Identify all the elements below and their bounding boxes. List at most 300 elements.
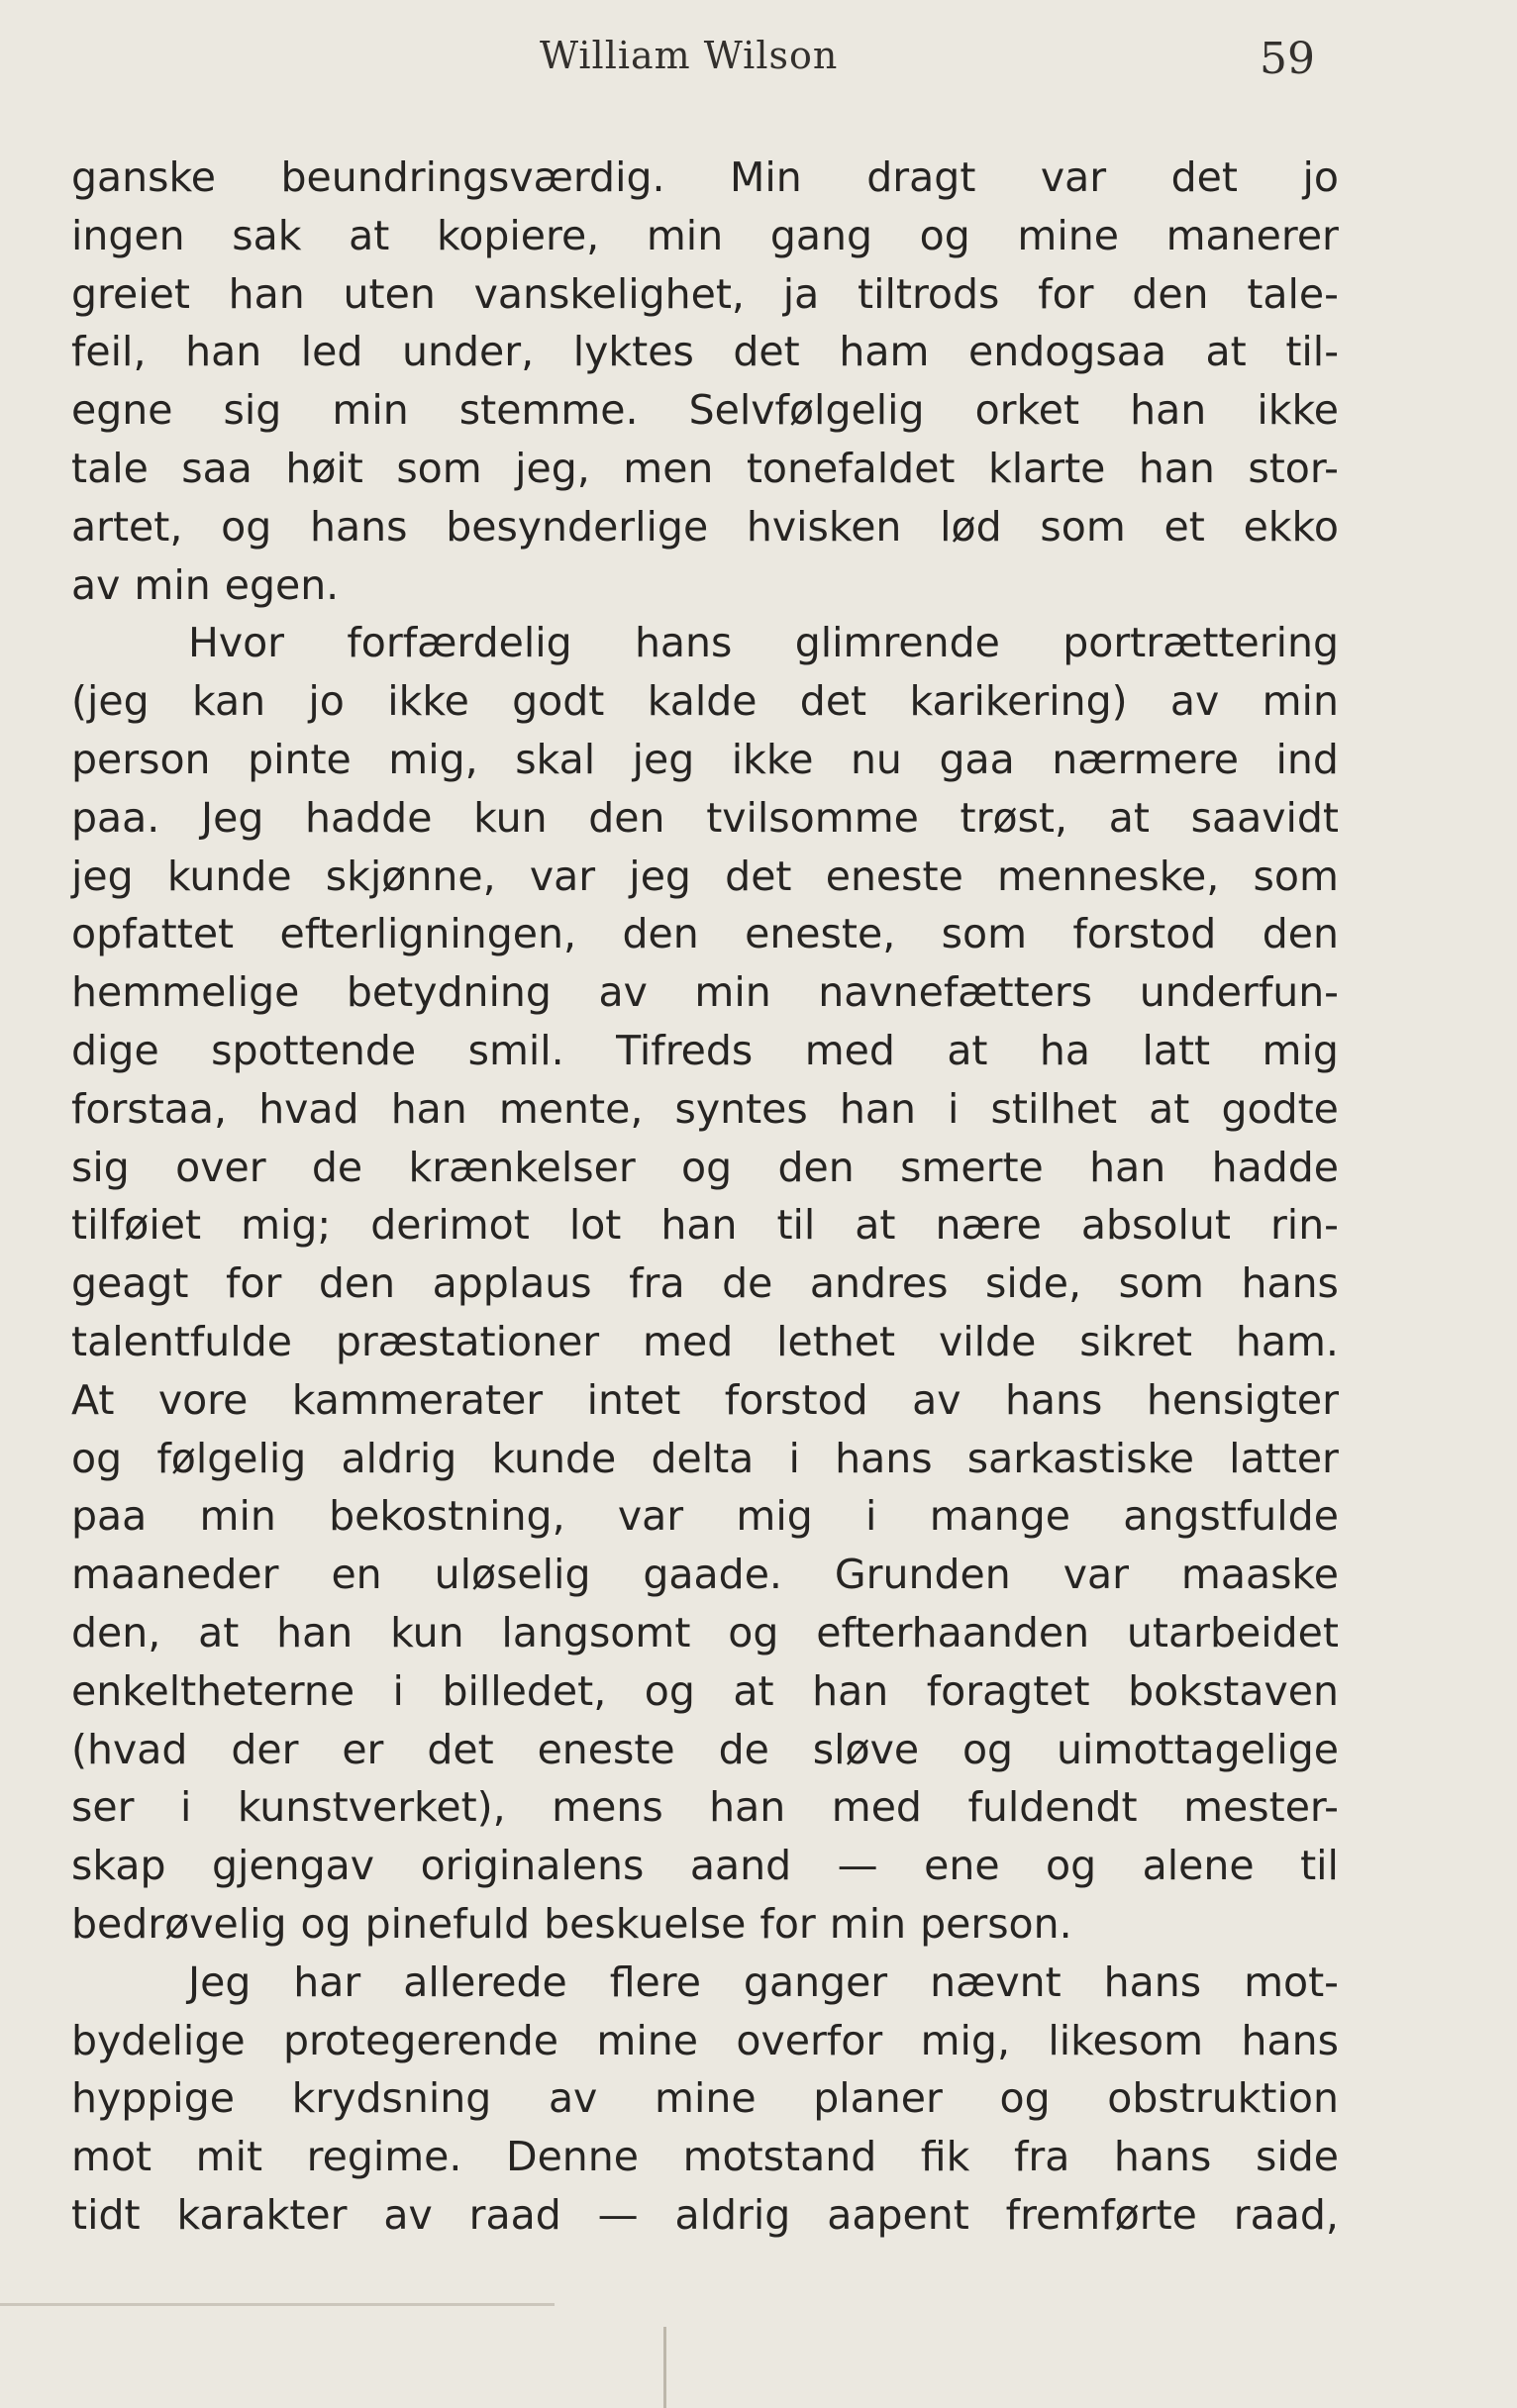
- word: for: [1038, 269, 1094, 318]
- word: gaa: [939, 735, 1015, 783]
- word: hans: [1241, 1259, 1339, 1308]
- word: og: [681, 1143, 733, 1191]
- word: min: [134, 560, 211, 609]
- word: endogsaa: [967, 328, 1166, 376]
- text-line: [71, 1430, 1339, 1488]
- word: navnefætters: [818, 968, 1093, 1017]
- word: til: [1300, 1842, 1339, 1890]
- word: at: [1108, 793, 1150, 842]
- word: hans: [1103, 1957, 1202, 2006]
- word: ham: [839, 328, 930, 376]
- word: høit: [285, 444, 363, 492]
- word: pinefuld: [364, 1899, 531, 1948]
- word: av: [598, 968, 648, 1017]
- word: ganske: [71, 153, 217, 201]
- text-line: [71, 731, 1339, 789]
- text-line: [71, 1254, 1339, 1313]
- word: var: [1062, 1551, 1129, 1599]
- word: stor-: [1248, 444, 1339, 492]
- word: klarte: [987, 444, 1106, 492]
- text-line: [71, 1022, 1339, 1080]
- word: var: [617, 1492, 684, 1541]
- word: var: [1040, 153, 1107, 201]
- word: mig,: [388, 735, 478, 783]
- word: hensigter: [1146, 1375, 1339, 1424]
- word: og: [644, 1666, 695, 1715]
- word: over: [175, 1143, 266, 1191]
- word: min: [646, 211, 724, 259]
- word: sikret: [1079, 1317, 1192, 1365]
- text-line: [71, 265, 1339, 324]
- word: underfun-: [1139, 968, 1339, 1017]
- word: smil.: [467, 1026, 564, 1074]
- text-line: [71, 207, 1339, 265]
- word: de: [311, 1143, 363, 1191]
- word: mine: [1017, 211, 1119, 259]
- word: uten: [343, 269, 436, 318]
- word: At: [71, 1375, 115, 1424]
- word: andres: [809, 1259, 949, 1308]
- word: foragtet: [926, 1666, 1090, 1715]
- word: han: [1138, 444, 1215, 492]
- word: bokstaven: [1128, 1666, 1339, 1715]
- text-line: [71, 1313, 1339, 1371]
- word: (jeg: [71, 677, 150, 726]
- text-line: [71, 1196, 1339, 1254]
- word: mig: [736, 1492, 813, 1541]
- word: opfattet: [71, 910, 235, 958]
- word: ganger: [743, 1957, 888, 2006]
- word: han: [390, 1084, 467, 1133]
- word: kammerater: [291, 1375, 544, 1424]
- word: som: [396, 444, 482, 492]
- word: (hvad: [71, 1725, 188, 1773]
- word: et: [1163, 502, 1205, 551]
- word: —: [597, 2190, 639, 2239]
- word: det: [725, 852, 792, 900]
- word: menneske,: [997, 852, 1220, 900]
- word: jo: [1302, 153, 1339, 201]
- text-line: [71, 1778, 1339, 1837]
- word: tonefaldet: [746, 444, 956, 492]
- word: —: [837, 1842, 878, 1890]
- word: skap: [71, 1842, 166, 1890]
- word: tilføiet: [71, 1201, 202, 1250]
- word: spottende: [211, 1026, 417, 1074]
- word: ham.: [1235, 1317, 1339, 1365]
- word: forstod: [1072, 910, 1217, 958]
- word: kan: [191, 677, 266, 726]
- word: den,: [71, 1608, 161, 1656]
- word: hans: [1241, 2016, 1339, 2064]
- word: den: [1262, 910, 1339, 958]
- word: nævnt: [930, 1957, 1062, 2006]
- word: bekostning,: [329, 1492, 565, 1541]
- word: aand: [689, 1842, 792, 1890]
- text-line: [71, 672, 1339, 731]
- word: stemme.: [458, 386, 639, 435]
- text-line: [71, 2186, 1339, 2245]
- word: i: [179, 1783, 192, 1832]
- word: mange: [929, 1492, 1071, 1541]
- word: Denne: [506, 2133, 639, 2181]
- word: med: [643, 1317, 734, 1365]
- word: den: [318, 1259, 396, 1308]
- word: obstruktion: [1107, 2074, 1339, 2123]
- word: det: [733, 328, 800, 376]
- word: tale: [71, 444, 149, 492]
- word: mente,: [498, 1084, 644, 1133]
- word: nære: [935, 1201, 1042, 1250]
- word: flere: [609, 1957, 701, 2006]
- word: gaade.: [643, 1551, 782, 1599]
- word: paa: [71, 1492, 148, 1541]
- word: med: [804, 1026, 895, 1074]
- word: beskuelse: [544, 1899, 747, 1948]
- word: ind: [1275, 735, 1339, 783]
- word: krænkelser: [408, 1143, 636, 1191]
- word: han: [660, 1201, 738, 1250]
- word: raad: [468, 2190, 561, 2239]
- word: hvisken: [746, 502, 902, 551]
- word: kunde: [491, 1434, 617, 1482]
- word: alene: [1142, 1842, 1255, 1890]
- word: ikke: [387, 677, 469, 726]
- word: fra: [1013, 2133, 1070, 2181]
- word: nærmere: [1052, 735, 1239, 783]
- word: og: [221, 502, 272, 551]
- word: smerte: [900, 1143, 1044, 1191]
- word: tale-: [1247, 269, 1339, 318]
- word: aldrig: [341, 1434, 457, 1482]
- word: jeg: [71, 852, 134, 900]
- word: til: [776, 1201, 816, 1250]
- word: vilde: [939, 1317, 1037, 1365]
- word: talentfulde: [71, 1317, 292, 1365]
- word: at: [198, 1608, 240, 1656]
- word: av: [912, 1375, 961, 1424]
- text-line: [71, 905, 1339, 963]
- word: likesom: [1048, 2016, 1204, 2064]
- word: manerer: [1165, 211, 1339, 259]
- word: det: [799, 677, 867, 726]
- word: følgelig: [156, 1434, 307, 1482]
- word: jeg: [629, 852, 691, 900]
- word: hans: [835, 1434, 933, 1482]
- word: gjengav: [212, 1842, 375, 1890]
- word: fuldendt: [967, 1783, 1138, 1832]
- word: protegerende: [282, 2016, 559, 2064]
- word: tidt: [71, 2190, 141, 2239]
- text-line: [71, 498, 1339, 556]
- word: Jeg: [188, 1957, 252, 2006]
- word: han: [1130, 386, 1207, 435]
- word: for: [759, 1899, 816, 1948]
- word: at: [349, 211, 390, 259]
- word: dige: [71, 1026, 159, 1074]
- word: av: [1169, 677, 1220, 726]
- text-line: [71, 556, 1339, 615]
- word: rin-: [1269, 1201, 1339, 1250]
- text-line: [71, 149, 1339, 207]
- word: at: [1205, 328, 1247, 376]
- word: Tifreds: [616, 1026, 754, 1074]
- word: hadde: [305, 793, 433, 842]
- word: den: [622, 910, 699, 958]
- word: som: [1040, 502, 1126, 551]
- word: side: [1255, 2133, 1339, 2181]
- word: den: [588, 793, 665, 842]
- word: person.: [920, 1899, 1072, 1948]
- text-line: [71, 1139, 1339, 1197]
- word: kunde: [166, 852, 292, 900]
- word: utarbeidet: [1126, 1608, 1339, 1656]
- word: aapent: [827, 2190, 969, 2239]
- word: karikering): [909, 677, 1128, 726]
- word: aldrig: [674, 2190, 791, 2239]
- word: artet,: [71, 502, 183, 551]
- word: han: [276, 1608, 354, 1656]
- word: godt: [512, 677, 605, 726]
- word: maaske: [1180, 1551, 1339, 1599]
- word: min: [199, 1492, 276, 1541]
- word: stilhet: [990, 1084, 1118, 1133]
- running-head: [0, 30, 1517, 89]
- word: mit: [195, 2133, 263, 2181]
- word: eneste: [825, 852, 963, 900]
- word: maaneder: [71, 1551, 279, 1599]
- word: fra: [629, 1259, 685, 1308]
- word: han: [839, 1084, 916, 1133]
- word: regime.: [306, 2133, 462, 2181]
- word: hans: [1113, 2133, 1212, 2181]
- word: mot-: [1244, 1957, 1339, 2006]
- word: geagt: [71, 1259, 189, 1308]
- text-line: [71, 1371, 1339, 1430]
- word: en: [331, 1551, 382, 1599]
- word: mig,: [920, 2016, 1010, 2064]
- word: forstaa,: [71, 1084, 228, 1133]
- word: men: [623, 444, 714, 492]
- word: portrættering: [1062, 619, 1339, 667]
- word: kalde: [647, 677, 758, 726]
- text-line: [71, 789, 1339, 848]
- word: hans: [634, 619, 733, 667]
- text-line: [71, 848, 1339, 906]
- word: gang: [769, 211, 872, 259]
- word: pinte: [248, 735, 352, 783]
- word: derimot: [370, 1201, 530, 1250]
- word: dragt: [866, 153, 976, 201]
- word: overfor: [736, 2016, 883, 2064]
- word: fremførte: [1005, 2190, 1197, 2239]
- word: de: [722, 1259, 773, 1308]
- word: lyktes: [572, 328, 694, 376]
- word: og: [961, 1725, 1014, 1773]
- paragraph-1: [71, 149, 1339, 614]
- word: efterligningen,: [279, 910, 577, 958]
- word: hadde: [1211, 1143, 1339, 1191]
- word: lethet: [776, 1317, 896, 1365]
- word: bedrøvelig: [71, 1899, 287, 1948]
- bottom-rule: [0, 2303, 555, 2306]
- word: min: [829, 1899, 907, 1948]
- word: saavidt: [1190, 793, 1339, 842]
- text-line: [71, 963, 1339, 1022]
- word: latt: [1142, 1026, 1211, 1074]
- text-line: [71, 1546, 1339, 1604]
- text-line: [71, 323, 1339, 381]
- word: motstand: [682, 2133, 877, 2181]
- text-line: [71, 440, 1339, 498]
- text-line: [71, 381, 1339, 440]
- word: lød: [940, 502, 1002, 551]
- word: som: [941, 910, 1028, 958]
- text-line: [71, 1837, 1339, 1895]
- text-line: [71, 1954, 1339, 2012]
- word: eneste,: [745, 910, 896, 958]
- word: jo: [308, 677, 345, 726]
- word: uimottagelige: [1057, 1725, 1339, 1773]
- word: ingen: [71, 211, 185, 259]
- word: godte: [1221, 1084, 1339, 1133]
- word: av: [71, 560, 121, 609]
- word: ikke: [731, 735, 814, 783]
- word: hvad: [258, 1084, 359, 1133]
- word: planer: [813, 2074, 943, 2123]
- word: tvilsomme: [706, 793, 919, 842]
- word: beundringsværdig.: [280, 153, 665, 201]
- word: til-: [1285, 328, 1339, 376]
- text-line: [71, 1487, 1339, 1546]
- word: originalens: [420, 1842, 645, 1890]
- word: sig: [71, 1143, 130, 1191]
- word: vanskelighet,: [473, 269, 745, 318]
- word: angstfulde: [1123, 1492, 1339, 1541]
- word: ha: [1039, 1026, 1091, 1074]
- word: at: [855, 1201, 896, 1250]
- word: egen.: [224, 560, 340, 609]
- text-line: [71, 2128, 1339, 2186]
- word: Jeg: [201, 793, 264, 842]
- word: bydelige: [71, 2016, 246, 2064]
- word: forstod: [724, 1375, 868, 1424]
- word: min: [694, 968, 771, 1017]
- word: latter: [1229, 1434, 1339, 1482]
- word: han: [185, 328, 262, 376]
- word: kun: [473, 793, 548, 842]
- word: var: [529, 852, 596, 900]
- word: kopiere,: [436, 211, 600, 259]
- word: at: [733, 1666, 774, 1715]
- word: syntes: [674, 1084, 808, 1133]
- text-line: [71, 2012, 1339, 2070]
- word: enkeltheterne: [71, 1666, 355, 1715]
- word: nu: [850, 735, 902, 783]
- word: mig: [1262, 1026, 1339, 1074]
- word: intet: [586, 1375, 681, 1424]
- word: min: [332, 386, 409, 435]
- word: den: [1132, 269, 1209, 318]
- word: og: [1046, 1842, 1097, 1890]
- word: led: [300, 328, 363, 376]
- word: ene: [924, 1842, 1000, 1890]
- word: person: [71, 735, 211, 783]
- word: han: [228, 269, 305, 318]
- word: sak: [232, 211, 302, 259]
- word: med: [831, 1783, 922, 1832]
- word: som: [1118, 1259, 1204, 1308]
- word: at: [1149, 1084, 1190, 1133]
- word: mig;: [241, 1201, 332, 1250]
- word: kun: [390, 1608, 464, 1656]
- body-text: [71, 149, 1339, 2245]
- word: raad,: [1233, 2190, 1339, 2239]
- word: delta: [651, 1434, 755, 1482]
- word: Hvor: [188, 619, 285, 667]
- word: Grunden: [834, 1551, 1011, 1599]
- word: trøst,: [960, 793, 1068, 842]
- word: sarkastiske: [966, 1434, 1194, 1482]
- paragraph-2: [71, 614, 1339, 1953]
- word: saa: [181, 444, 253, 492]
- word: han: [1089, 1143, 1166, 1191]
- word: han: [709, 1783, 786, 1832]
- word: eneste: [537, 1725, 675, 1773]
- word: applaus: [432, 1259, 592, 1308]
- word: allerede: [403, 1957, 567, 2006]
- word: efterhaanden: [816, 1608, 1090, 1656]
- text-line: [71, 1721, 1339, 1779]
- word: kunstverket),: [237, 1783, 506, 1832]
- word: hyppige: [71, 2074, 235, 2123]
- word: det: [1170, 153, 1238, 201]
- word: egne: [71, 386, 173, 435]
- word: besynderlige: [446, 502, 709, 551]
- text-line: [71, 2069, 1339, 2128]
- word: absolut: [1080, 1201, 1231, 1250]
- word: han: [812, 1666, 889, 1715]
- word: ja: [782, 269, 820, 318]
- word: skjønne,: [325, 852, 496, 900]
- word: mine: [596, 2016, 698, 2064]
- word: og: [999, 2074, 1051, 2123]
- word: mens: [552, 1783, 663, 1832]
- word: min: [1262, 677, 1339, 726]
- word: hans: [1004, 1375, 1103, 1424]
- word: sløve: [812, 1725, 920, 1773]
- paragraph-3: [71, 1954, 1339, 2245]
- word: hemmelige: [71, 968, 300, 1017]
- word: side,: [985, 1259, 1082, 1308]
- word: paa.: [71, 793, 160, 842]
- word: betydning: [346, 968, 552, 1017]
- word: at: [947, 1026, 988, 1074]
- word: forfærdelig: [347, 619, 572, 667]
- word: krydsning: [291, 2074, 492, 2123]
- word: lot: [568, 1201, 622, 1250]
- word: fik: [920, 2133, 970, 2181]
- text-line: [71, 1662, 1339, 1721]
- word: i: [788, 1434, 800, 1482]
- word: i: [392, 1666, 404, 1715]
- word: og: [300, 1899, 352, 1948]
- word: er: [342, 1725, 384, 1773]
- page-edge-mark: [663, 2327, 666, 2408]
- word: av: [383, 2190, 433, 2239]
- word: billedet,: [442, 1666, 607, 1715]
- text-line: [71, 1604, 1339, 1662]
